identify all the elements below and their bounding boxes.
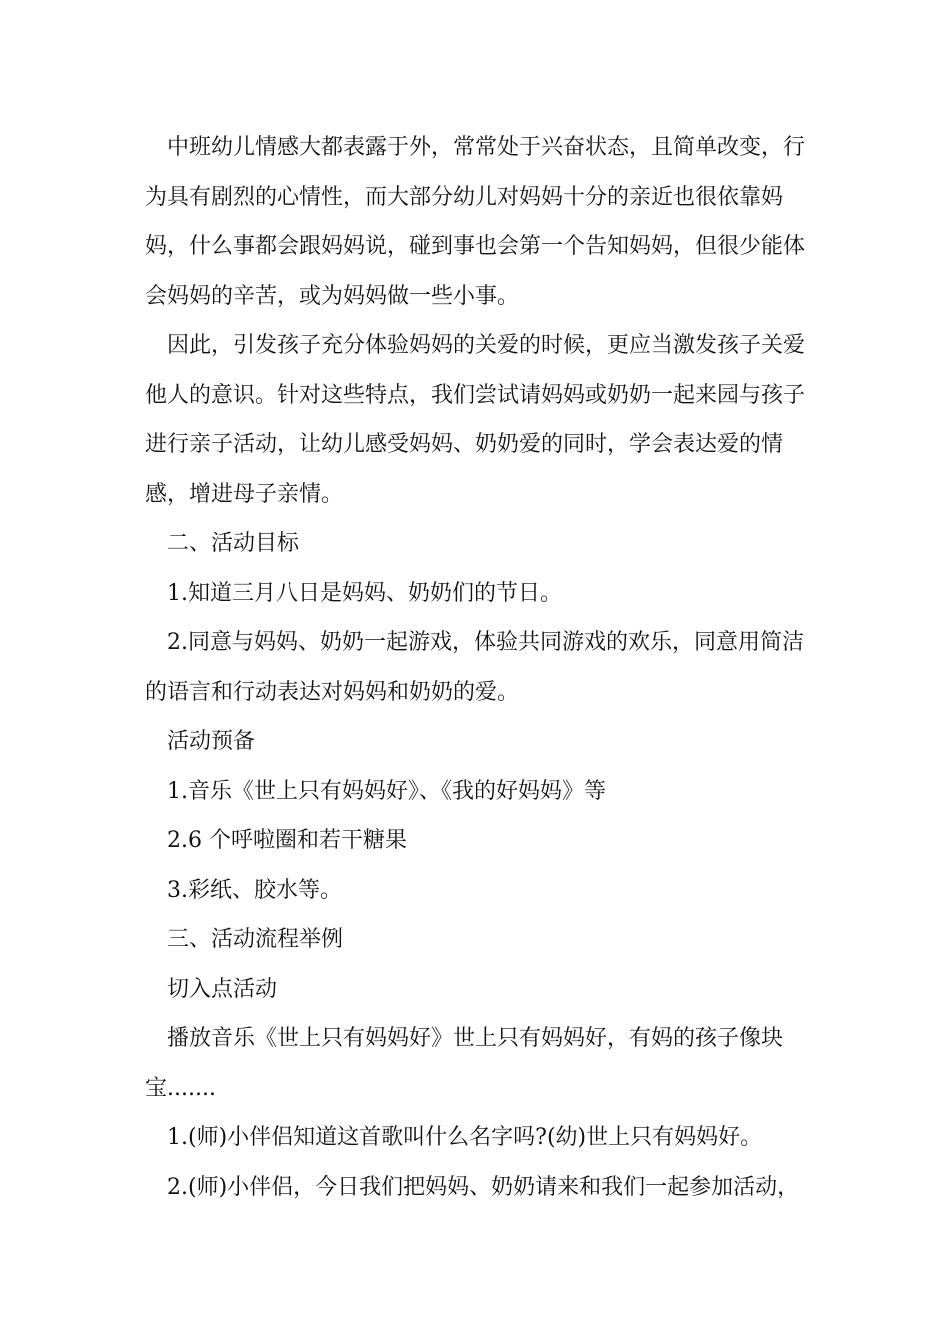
goal-item-2: 2.同意与妈妈、奶奶一起游戏，体验共同游戏的欢乐，同意用简洁的语言和行动表达对妈妈和奶奶的爱。 (145, 630, 804, 705)
preparation-item-1: 1.音乐《世上只有妈妈好》、《我的好妈妈》等 (167, 778, 606, 804)
section-heading-preparation: 活动预备 (167, 729, 256, 754)
section-heading-goals: 二、活动目标 (167, 531, 300, 556)
section-heading-process: 三、活动流程举例 (167, 927, 344, 952)
preparation-item-2: 2.6 个呼啦圈和若干糖果 (167, 828, 407, 853)
process-item-1: 1.(师)小伴侣知道这首歌叫什么名字吗?(幼)世上只有妈妈好。 (167, 1125, 763, 1150)
subheading-entry-activity: 切入点活动 (167, 976, 278, 1002)
paragraph-intro-1: 中班幼儿情感大都表露于外，常常处于兴奋状态，且简单改变，行为具有剧烈的心情性，而大部分幼儿对妈妈十分的亲近也很依靠妈妈，什么事都会跟妈妈说，碰到事也会第一个告知妈妈，但很少能体会妈妈的辛苦，或为妈妈做一些小事。 (145, 135, 806, 309)
document-body (145, 123, 810, 1212)
preparation-item-3: 3.彩纸、胶水等。 (167, 877, 342, 903)
paragraph-intro-2: 因此，引发孩子充分体验妈妈的关爱的时候，更应当激发孩子关爱他人的意识。针对这些特点，我们尝试请妈妈或奶奶一起来园与孩子进行亲子活动，让幼儿感受妈妈、奶奶爱的同时，学会表达爱的情感，增进母子亲情。 (145, 333, 806, 507)
process-item-2: 2.(师)小伴侣，今日我们把妈妈、奶奶请来和我们一起参加活动， (167, 1174, 800, 1200)
goal-item-1: 1.知道三月八日是妈妈、奶奶们的节日。 (167, 580, 562, 606)
paragraph-music: 播放音乐《世上只有妈妈好》世上只有妈妈好，有妈的孩子像块宝....... (145, 1026, 784, 1101)
